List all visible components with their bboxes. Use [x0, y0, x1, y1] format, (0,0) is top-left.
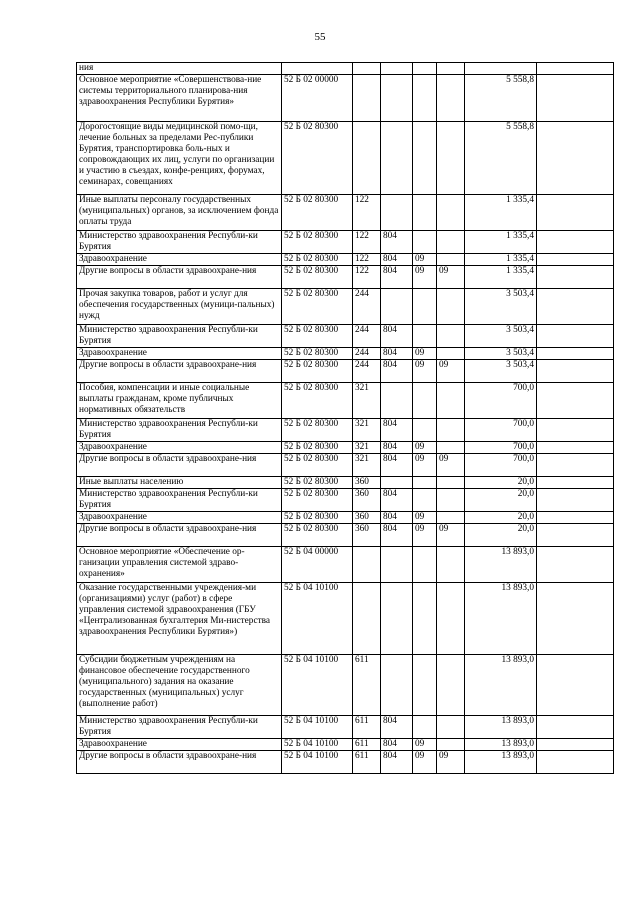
- row-department-cell: 804: [381, 454, 413, 477]
- row-name-cell: Здравоохранение: [77, 442, 282, 454]
- row-expense-type-cell: 244: [353, 289, 381, 325]
- row-department-cell: 804: [381, 489, 413, 512]
- row-csr-code-cell: 52 Б 02 80300: [282, 512, 353, 524]
- row-empty-cell: [537, 325, 614, 348]
- row-empty-cell: [537, 524, 614, 547]
- row-empty-cell: [537, 383, 614, 419]
- table-row: [77, 477, 614, 489]
- row-expense-type-cell: [353, 63, 381, 75]
- row-amount-cell: 1 335,4: [465, 266, 537, 289]
- row-csr-code-cell: [282, 63, 353, 75]
- row-empty-cell: [537, 289, 614, 325]
- row-expense-type-cell: 244: [353, 348, 381, 360]
- table-row: [77, 583, 614, 655]
- row-name-cell: Министерство здравоохранения Республи-ки Бурятия: [77, 489, 282, 512]
- row-expense-type-cell: [353, 583, 381, 655]
- row-expense-type-cell: 611: [353, 716, 381, 739]
- row-department-cell: 804: [381, 512, 413, 524]
- row-section-cell: [413, 195, 437, 231]
- row-empty-cell: [537, 512, 614, 524]
- row-empty-cell: [537, 122, 614, 195]
- row-name-cell: Дорогостоящие виды медицинской помо-щи, лечение больных за пределами Рес-публики Бурятия, транспортировка боль-ных и сопровождающих их лиц, услуги по организации и участию в съездах, конфе-ренциях, форумах, семинарах, совещаниях: [77, 122, 282, 195]
- row-section-cell: 09: [413, 512, 437, 524]
- table-row: [77, 524, 614, 547]
- row-subsection-cell: [437, 547, 465, 583]
- row-section-cell: [413, 419, 437, 442]
- row-section-cell: [413, 63, 437, 75]
- row-section-cell: 09: [413, 254, 437, 266]
- row-empty-cell: [537, 716, 614, 739]
- row-empty-cell: [537, 477, 614, 489]
- row-subsection-cell: 09: [437, 751, 465, 774]
- row-subsection-cell: [437, 442, 465, 454]
- row-department-cell: [381, 122, 413, 195]
- row-subsection-cell: [437, 512, 465, 524]
- table-row: [77, 419, 614, 442]
- row-department-cell: 804: [381, 266, 413, 289]
- row-csr-code-cell: 52 Б 04 10100: [282, 751, 353, 774]
- row-csr-code-cell: 52 Б 02 80300: [282, 325, 353, 348]
- budget-table-body: [77, 63, 614, 774]
- row-empty-cell: [537, 195, 614, 231]
- table-row: [77, 489, 614, 512]
- row-name-cell: Здравоохранение: [77, 254, 282, 266]
- row-amount-cell: 13 893,0: [465, 583, 537, 655]
- row-section-cell: 09: [413, 739, 437, 751]
- row-department-cell: 804: [381, 524, 413, 547]
- row-section-cell: 09: [413, 524, 437, 547]
- row-department-cell: 804: [381, 419, 413, 442]
- row-amount-cell: 3 503,4: [465, 348, 537, 360]
- row-subsection-cell: [437, 655, 465, 716]
- row-department-cell: [381, 655, 413, 716]
- row-csr-code-cell: 52 Б 02 80300: [282, 122, 353, 195]
- row-name-cell: Субсидии бюджетным учреждениям на финансовое обеспечение государственного (муниципального) задания на оказание государственных (муниципальных) услуг (выполнение работ): [77, 655, 282, 716]
- row-section-cell: 09: [413, 454, 437, 477]
- row-csr-code-cell: 52 Б 04 10100: [282, 739, 353, 751]
- row-empty-cell: [537, 266, 614, 289]
- row-subsection-cell: 09: [437, 454, 465, 477]
- budget-table: [76, 62, 614, 774]
- row-subsection-cell: [437, 419, 465, 442]
- row-amount-cell: 13 893,0: [465, 739, 537, 751]
- row-empty-cell: [537, 63, 614, 75]
- row-expense-type-cell: [353, 122, 381, 195]
- row-empty-cell: [537, 751, 614, 774]
- table-row: [77, 512, 614, 524]
- row-csr-code-cell: 52 Б 02 80300: [282, 383, 353, 419]
- row-empty-cell: [537, 655, 614, 716]
- row-name-cell: Другие вопросы в области здравоохране-ния: [77, 266, 282, 289]
- row-csr-code-cell: 52 Б 02 80300: [282, 442, 353, 454]
- row-csr-code-cell: 52 Б 02 80300: [282, 289, 353, 325]
- row-amount-cell: 20,0: [465, 512, 537, 524]
- row-expense-type-cell: 122: [353, 266, 381, 289]
- row-amount-cell: 20,0: [465, 489, 537, 512]
- row-expense-type-cell: 122: [353, 195, 381, 231]
- row-csr-code-cell: 52 Б 02 80300: [282, 360, 353, 383]
- row-amount-cell: 13 893,0: [465, 716, 537, 739]
- row-department-cell: 804: [381, 751, 413, 774]
- row-csr-code-cell: 52 Б 02 80300: [282, 419, 353, 442]
- table-row: [77, 454, 614, 477]
- row-csr-code-cell: 52 Б 04 10100: [282, 583, 353, 655]
- table-row: [77, 751, 614, 774]
- row-empty-cell: [537, 231, 614, 254]
- table-row: [77, 360, 614, 383]
- table-row: [77, 348, 614, 360]
- table-row: [77, 383, 614, 419]
- row-subsection-cell: [437, 477, 465, 489]
- row-subsection-cell: [437, 489, 465, 512]
- row-section-cell: [413, 289, 437, 325]
- table-row: [77, 195, 614, 231]
- row-section-cell: [413, 477, 437, 489]
- row-subsection-cell: 09: [437, 266, 465, 289]
- row-empty-cell: [537, 75, 614, 122]
- table-row: [77, 739, 614, 751]
- row-amount-cell: 3 503,4: [465, 289, 537, 325]
- row-empty-cell: [537, 547, 614, 583]
- row-amount-cell: 13 893,0: [465, 751, 537, 774]
- row-department-cell: 804: [381, 348, 413, 360]
- row-amount-cell: [465, 63, 537, 75]
- row-amount-cell: 13 893,0: [465, 547, 537, 583]
- row-amount-cell: 5 558,8: [465, 122, 537, 195]
- row-subsection-cell: [437, 289, 465, 325]
- row-expense-type-cell: 611: [353, 751, 381, 774]
- row-name-cell: Основное мероприятие «Обеспечение ор-ганизации управления системой здраво-охранения»: [77, 547, 282, 583]
- row-name-cell: Прочая закупка товаров, работ и услуг для обеспечения государственных (муници-пальных) нужд: [77, 289, 282, 325]
- row-amount-cell: 700,0: [465, 442, 537, 454]
- row-department-cell: [381, 383, 413, 419]
- row-empty-cell: [537, 583, 614, 655]
- row-section-cell: [413, 583, 437, 655]
- row-subsection-cell: [437, 254, 465, 266]
- row-name-cell: Иные выплаты населению: [77, 477, 282, 489]
- row-amount-cell: 700,0: [465, 419, 537, 442]
- row-subsection-cell: [437, 325, 465, 348]
- row-section-cell: [413, 383, 437, 419]
- row-department-cell: [381, 63, 413, 75]
- row-csr-code-cell: 52 Б 04 10100: [282, 716, 353, 739]
- row-subsection-cell: [437, 583, 465, 655]
- row-amount-cell: 1 335,4: [465, 254, 537, 266]
- row-amount-cell: 700,0: [465, 383, 537, 419]
- row-amount-cell: 1 335,4: [465, 231, 537, 254]
- row-name-cell: Министерство здравоохранения Республи-ки Бурятия: [77, 231, 282, 254]
- row-name-cell: ния: [77, 63, 282, 75]
- row-subsection-cell: [437, 195, 465, 231]
- row-amount-cell: 5 558,8: [465, 75, 537, 122]
- row-subsection-cell: [437, 383, 465, 419]
- table-row: [77, 289, 614, 325]
- row-department-cell: [381, 289, 413, 325]
- row-department-cell: [381, 547, 413, 583]
- table-row: [77, 716, 614, 739]
- row-csr-code-cell: 52 Б 02 80300: [282, 524, 353, 547]
- row-section-cell: [413, 122, 437, 195]
- table-row: [77, 655, 614, 716]
- row-name-cell: Здравоохранение: [77, 348, 282, 360]
- row-name-cell: Министерство здравоохранения Республи-ки Бурятия: [77, 325, 282, 348]
- row-department-cell: 804: [381, 360, 413, 383]
- row-csr-code-cell: 52 Б 04 00000: [282, 547, 353, 583]
- row-department-cell: [381, 477, 413, 489]
- row-expense-type-cell: 360: [353, 489, 381, 512]
- row-section-cell: 09: [413, 266, 437, 289]
- row-empty-cell: [537, 348, 614, 360]
- row-name-cell: Другие вопросы в области здравоохране-ния: [77, 360, 282, 383]
- row-section-cell: [413, 325, 437, 348]
- row-empty-cell: [537, 419, 614, 442]
- row-csr-code-cell: 52 Б 02 80300: [282, 477, 353, 489]
- row-expense-type-cell: 122: [353, 231, 381, 254]
- row-department-cell: [381, 75, 413, 122]
- row-name-cell: Пособия, компенсации и иные социальные выплаты гражданам, кроме публичных нормативных обязательств: [77, 383, 282, 419]
- row-section-cell: [413, 231, 437, 254]
- row-department-cell: 804: [381, 442, 413, 454]
- row-empty-cell: [537, 739, 614, 751]
- row-department-cell: 804: [381, 716, 413, 739]
- row-expense-type-cell: 611: [353, 655, 381, 716]
- row-name-cell: Министерство здравоохранения Республи-ки Бурятия: [77, 419, 282, 442]
- row-subsection-cell: [437, 739, 465, 751]
- row-name-cell: Другие вопросы в области здравоохране-ния: [77, 524, 282, 547]
- row-csr-code-cell: 52 Б 04 10100: [282, 655, 353, 716]
- row-department-cell: [381, 583, 413, 655]
- row-amount-cell: 13 893,0: [465, 655, 537, 716]
- table-row: [77, 547, 614, 583]
- row-subsection-cell: 09: [437, 360, 465, 383]
- row-csr-code-cell: 52 Б 02 80300: [282, 195, 353, 231]
- row-empty-cell: [537, 360, 614, 383]
- row-subsection-cell: [437, 63, 465, 75]
- row-section-cell: [413, 489, 437, 512]
- table-row: [77, 231, 614, 254]
- row-amount-cell: 3 503,4: [465, 325, 537, 348]
- row-subsection-cell: 09: [437, 524, 465, 547]
- row-csr-code-cell: 52 Б 02 80300: [282, 266, 353, 289]
- row-subsection-cell: [437, 231, 465, 254]
- row-department-cell: [381, 195, 413, 231]
- row-name-cell: Основное мероприятие «Совершенствова-ние системы территориального планирова-ния здравоохранения Республики Бурятия»: [77, 75, 282, 122]
- table-row: [77, 254, 614, 266]
- row-empty-cell: [537, 454, 614, 477]
- row-section-cell: [413, 716, 437, 739]
- row-amount-cell: 20,0: [465, 477, 537, 489]
- row-name-cell: Здравоохранение: [77, 512, 282, 524]
- row-csr-code-cell: 52 Б 02 80300: [282, 348, 353, 360]
- row-subsection-cell: [437, 75, 465, 122]
- row-csr-code-cell: 52 Б 02 80300: [282, 489, 353, 512]
- table-row: [77, 442, 614, 454]
- row-subsection-cell: [437, 348, 465, 360]
- table-row: [77, 63, 614, 75]
- page-number: 55: [314, 31, 326, 43]
- row-expense-type-cell: 244: [353, 360, 381, 383]
- row-amount-cell: 1 335,4: [465, 195, 537, 231]
- row-expense-type-cell: 360: [353, 477, 381, 489]
- row-csr-code-cell: 52 Б 02 80300: [282, 454, 353, 477]
- row-section-cell: 09: [413, 360, 437, 383]
- row-expense-type-cell: 611: [353, 739, 381, 751]
- row-department-cell: 804: [381, 254, 413, 266]
- row-subsection-cell: [437, 716, 465, 739]
- row-name-cell: Другие вопросы в области здравоохране-ния: [77, 454, 282, 477]
- row-subsection-cell: [437, 122, 465, 195]
- row-department-cell: 804: [381, 325, 413, 348]
- row-expense-type-cell: 321: [353, 454, 381, 477]
- row-section-cell: [413, 75, 437, 122]
- row-name-cell: Здравоохранение: [77, 739, 282, 751]
- table-row: [77, 325, 614, 348]
- row-empty-cell: [537, 254, 614, 266]
- row-empty-cell: [537, 489, 614, 512]
- table-row: [77, 266, 614, 289]
- row-name-cell: Оказание государственными учреждения-ми (организациями) услуг (работ) в сфере управления системой здравоохранения (ГБУ «Централизованная бухгалтерия Ми-нистерства здравоохранения Республики Бурятия»): [77, 583, 282, 655]
- row-amount-cell: 3 503,4: [465, 360, 537, 383]
- row-empty-cell: [537, 442, 614, 454]
- row-section-cell: 09: [413, 442, 437, 454]
- row-section-cell: 09: [413, 751, 437, 774]
- table-row: [77, 122, 614, 195]
- row-expense-type-cell: 360: [353, 512, 381, 524]
- row-section-cell: [413, 547, 437, 583]
- row-department-cell: 804: [381, 231, 413, 254]
- row-expense-type-cell: 244: [353, 325, 381, 348]
- row-department-cell: 804: [381, 739, 413, 751]
- row-name-cell: Министерство здравоохранения Республи-ки Бурятия: [77, 716, 282, 739]
- row-name-cell: Иные выплаты персоналу государственных (муниципальных) органов, за исключением фонда оплаты труда: [77, 195, 282, 231]
- row-amount-cell: 700,0: [465, 454, 537, 477]
- row-csr-code-cell: 52 Б 02 80300: [282, 231, 353, 254]
- row-expense-type-cell: [353, 547, 381, 583]
- row-amount-cell: 20,0: [465, 524, 537, 547]
- row-section-cell: [413, 655, 437, 716]
- row-csr-code-cell: 52 Б 02 00000: [282, 75, 353, 122]
- row-expense-type-cell: 321: [353, 383, 381, 419]
- row-name-cell: Другие вопросы в области здравоохране-ния: [77, 751, 282, 774]
- row-expense-type-cell: 122: [353, 254, 381, 266]
- row-csr-code-cell: 52 Б 02 80300: [282, 254, 353, 266]
- row-expense-type-cell: 321: [353, 442, 381, 454]
- row-expense-type-cell: 321: [353, 419, 381, 442]
- table-row: [77, 75, 614, 122]
- row-expense-type-cell: 360: [353, 524, 381, 547]
- row-section-cell: 09: [413, 348, 437, 360]
- row-expense-type-cell: [353, 75, 381, 122]
